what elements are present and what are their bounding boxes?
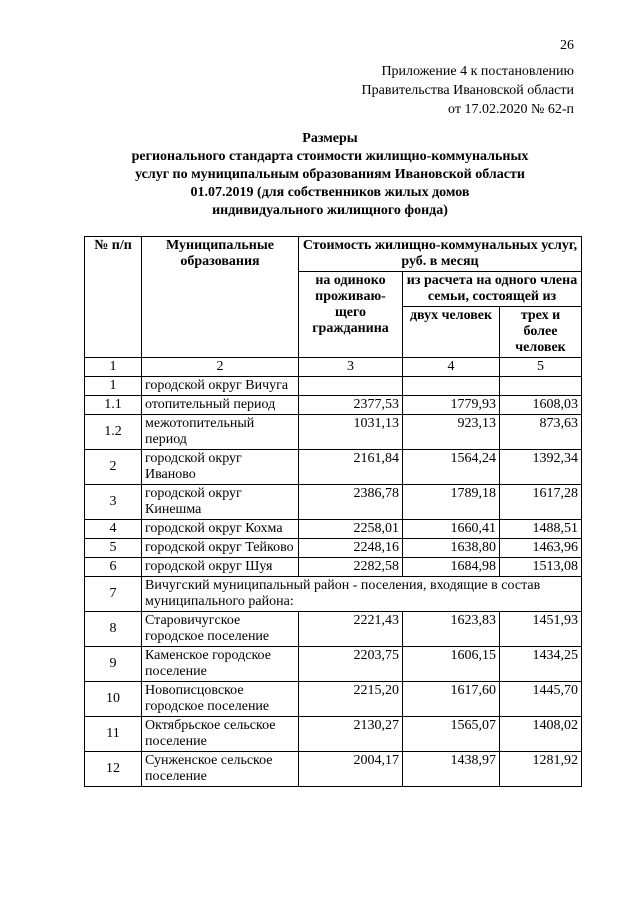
row-municipality: Октябрьское сельское поселение (142, 717, 299, 752)
title-line-4: 01.07.2019 (для собственников жилых домов (190, 185, 470, 200)
row-two-cost: 1660,41 (403, 520, 500, 539)
row-number: 10 (85, 682, 142, 717)
row-single-cost: 2248,16 (299, 539, 403, 558)
table-row (85, 539, 582, 558)
row-two-cost: 1623,83 (403, 612, 500, 647)
row-two-cost: 1438,97 (403, 752, 500, 787)
row-three-cost: 1408,02 (500, 717, 582, 752)
row-municipality: Сунженское сельское поселение (142, 752, 299, 787)
row-number: 6 (85, 558, 142, 577)
table-row (85, 558, 582, 577)
row-two-cost: 1565,07 (403, 717, 500, 752)
row-two-cost: 1789,18 (403, 485, 500, 520)
row-two-cost: 1779,93 (403, 396, 500, 415)
table-row (85, 415, 582, 450)
table-row (85, 577, 582, 612)
column-numbers-row (85, 358, 582, 377)
title-line-2: регионального стандарта стоимости жилищно-коммунальных (131, 149, 529, 164)
row-three-cost (500, 377, 582, 396)
appendix-line-3: от 17.02.2020 № 62-п (448, 102, 574, 117)
header-cost: Стоимость жилищно-коммунальных услуг, руб. в месяц (299, 237, 582, 272)
row-number: 1 (85, 377, 142, 396)
table-row (85, 647, 582, 682)
row-two-cost: 1564,24 (403, 450, 500, 485)
row-number: 11 (85, 717, 142, 752)
document-title (90, 130, 570, 220)
row-municipality: городской округ Тейково (142, 539, 299, 558)
row-number: 9 (85, 647, 142, 682)
row-two-cost (403, 377, 500, 396)
row-three-cost: 1488,51 (500, 520, 582, 539)
row-single-cost: 2386,78 (299, 485, 403, 520)
row-number: 12 (85, 752, 142, 787)
row-two-cost: 923,13 (403, 415, 500, 450)
appendix-line-1: Приложение 4 к постановлению (381, 64, 574, 79)
row-number: 2 (85, 450, 142, 485)
row-three-cost: 873,63 (500, 415, 582, 450)
table-row (85, 612, 582, 647)
tariff-table (84, 236, 582, 787)
row-number: 5 (85, 539, 142, 558)
column-number: 4 (403, 358, 500, 377)
table-row (85, 396, 582, 415)
row-two-cost: 1606,15 (403, 647, 500, 682)
row-number: 7 (85, 577, 142, 612)
row-single-cost: 2203,75 (299, 647, 403, 682)
row-three-cost: 1463,96 (500, 539, 582, 558)
row-single-cost: 2215,20 (299, 682, 403, 717)
row-municipality: городской округ Кохма (142, 520, 299, 539)
row-municipality: отопительный период (142, 396, 299, 415)
header-single: на одиноко проживаю-щего гражданина (299, 272, 403, 358)
row-three-cost: 1617,28 (500, 485, 582, 520)
header-two: двух человек (403, 307, 500, 358)
row-municipality: городской округ Вичуга (142, 377, 299, 396)
row-single-cost: 2282,58 (299, 558, 403, 577)
row-single-cost: 2161,84 (299, 450, 403, 485)
title-line-5: индивидуального жилищного фонда) (212, 203, 448, 218)
table-row (85, 717, 582, 752)
table-row (85, 377, 582, 396)
header-municipality: Муниципальные образования (142, 237, 299, 358)
page-number: 26 (560, 38, 574, 53)
row-single-cost (299, 377, 403, 396)
appendix-header (254, 62, 574, 119)
row-single-cost: 2004,17 (299, 752, 403, 787)
row-single-cost: 1031,13 (299, 415, 403, 450)
table-row (85, 682, 582, 717)
row-number: 8 (85, 612, 142, 647)
row-municipality: городской округ Шуя (142, 558, 299, 577)
row-three-cost: 1281,92 (500, 752, 582, 787)
row-municipality: городской округ Кинешма (142, 485, 299, 520)
column-number: 2 (142, 358, 299, 377)
table-row (85, 485, 582, 520)
table-row (85, 520, 582, 539)
row-municipality: Новописцовское городское поселение (142, 682, 299, 717)
row-single-cost: 2258,01 (299, 520, 403, 539)
row-single-cost: 2130,27 (299, 717, 403, 752)
row-number: 4 (85, 520, 142, 539)
row-single-cost: 2221,43 (299, 612, 403, 647)
column-number: 1 (85, 358, 142, 377)
row-three-cost: 1451,93 (500, 612, 582, 647)
row-two-cost: 1684,98 (403, 558, 500, 577)
row-number: 1.1 (85, 396, 142, 415)
column-number: 3 (299, 358, 403, 377)
row-two-cost: 1638,80 (403, 539, 500, 558)
row-number: 1.2 (85, 415, 142, 450)
appendix-line-2: Правительства Ивановской области (361, 83, 574, 98)
header-three: трех и более человек (500, 307, 582, 358)
row-three-cost: 1608,03 (500, 396, 582, 415)
row-municipality: городской округ Иваново (142, 450, 299, 485)
row-number: 3 (85, 485, 142, 520)
row-municipality: Каменское городское поселение (142, 647, 299, 682)
row-three-cost: 1434,25 (500, 647, 582, 682)
row-single-cost: 2377,53 (299, 396, 403, 415)
row-three-cost: 1513,08 (500, 558, 582, 577)
row-three-cost: 1392,34 (500, 450, 582, 485)
header-family: из расчета на одного члена семьи, состоящей из (403, 272, 582, 307)
table-row (85, 752, 582, 787)
column-number: 5 (500, 358, 582, 377)
header-num: № п/п (85, 237, 142, 358)
row-municipality: межотопительный период (142, 415, 299, 450)
table-row (85, 450, 582, 485)
title-line-3: услуг по муниципальным образованиям Ивановской области (135, 167, 525, 182)
row-three-cost: 1445,70 (500, 682, 582, 717)
row-two-cost: 1617,60 (403, 682, 500, 717)
row-municipality: Старовичугское городское поселение (142, 612, 299, 647)
row-municipality: Вичугский муниципальный район - поселения, входящие в состав муниципального района: (142, 577, 582, 612)
title-line-1: Размеры (302, 131, 358, 146)
